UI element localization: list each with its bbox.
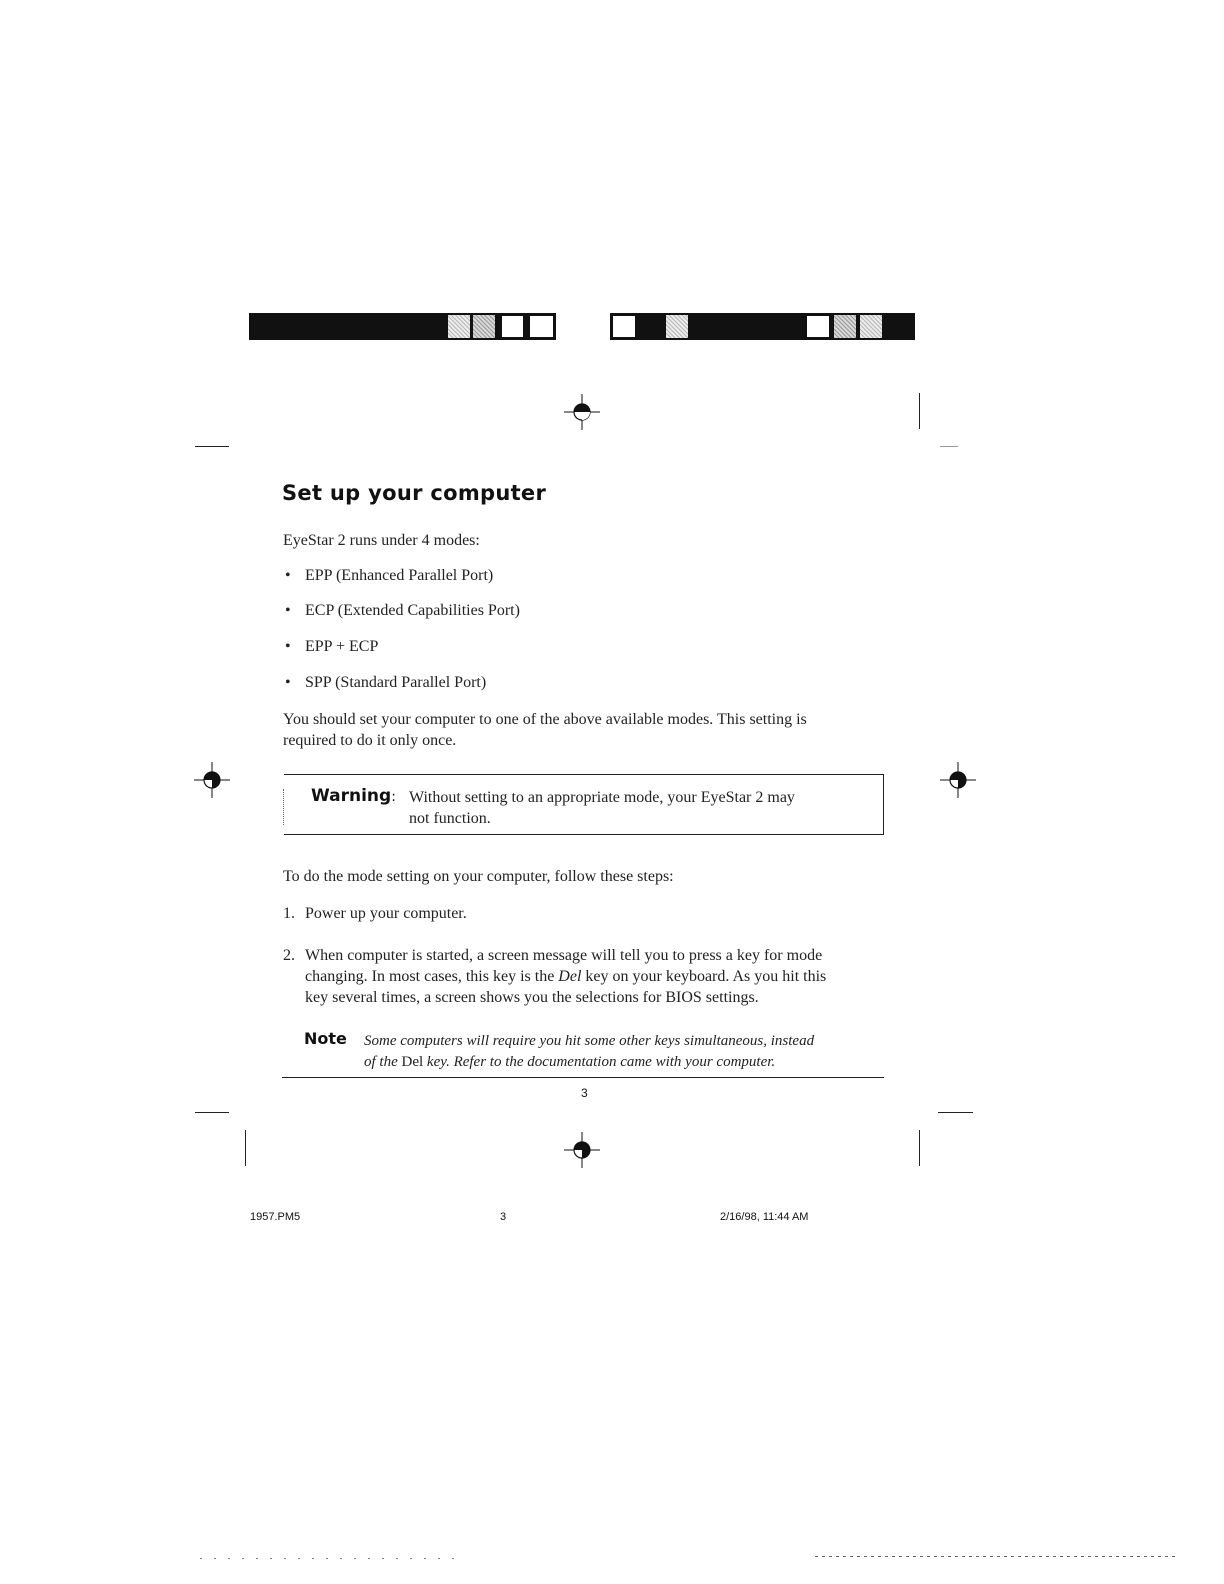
modes-intro: EyeStar 2 runs under 4 modes: [283, 532, 480, 549]
step-text [305, 945, 826, 1008]
steps-intro: To do the mode setting on your computer, follow these steps: [283, 868, 674, 885]
list-item [285, 565, 494, 586]
warning-text [409, 787, 795, 829]
crop-mark-top-left [195, 446, 229, 447]
del-key: Del [401, 1054, 424, 1070]
footer-file: 1957.PM5 [250, 1211, 301, 1223]
scan-noise-right [815, 1556, 1175, 1557]
note-line: of the Del key. Refer to the documentation came with your computer. [364, 1054, 776, 1070]
note-label: Note [304, 1029, 347, 1048]
mode-label: ECP (Extended Capabilities Port) [305, 602, 520, 619]
registration-mark-icon [194, 762, 230, 798]
step-line: changing. In most cases, this key is the Del key on your keyboard. As you hit this [305, 968, 827, 985]
warning-colon: : [391, 789, 396, 805]
warning-box-left-rule [283, 789, 285, 825]
color-bar-left-grey-2 [473, 315, 495, 338]
crop-mark-top-right-h [940, 446, 958, 447]
setting-paragraph [283, 709, 807, 751]
page-number: 3 [581, 1086, 588, 1100]
del-key: Del [558, 968, 582, 985]
color-bar-left-white-1 [500, 314, 525, 339]
step-line: When computer is started, a screen message will tell you to press a key for mode [305, 947, 823, 964]
warning-label: Warning: [311, 786, 396, 806]
step-text: Power up your computer. [305, 905, 467, 922]
setting-line: required to do it only once. [283, 732, 457, 749]
scan-noise-left [200, 1558, 460, 1559]
footer-timestamp: 2/16/98, 11:44 AM [720, 1211, 809, 1223]
color-bar-left-grey-1 [448, 315, 470, 338]
bullet-icon: • [285, 567, 291, 584]
step-item [283, 903, 467, 924]
color-bar-left-white-2 [528, 314, 555, 339]
registration-mark-icon [564, 1132, 600, 1168]
crop-mark-bottom-right-v [919, 1130, 920, 1166]
bullet-icon: • [285, 602, 291, 619]
bullet-icon: • [285, 674, 291, 691]
step-number: 1. [283, 905, 295, 922]
warning-line: not function. [409, 810, 491, 827]
step-line: key several times, a screen shows you the selections for BIOS settings. [305, 989, 759, 1006]
warning-box [284, 774, 884, 835]
mode-label: EPP (Enhanced Parallel Port) [305, 567, 494, 584]
page-title: Set up your computer [282, 481, 547, 505]
footer-page: 3 [500, 1211, 507, 1223]
color-bar-right-grey-2 [834, 315, 856, 338]
registration-mark-icon [564, 394, 600, 430]
color-bar-right-grey-3 [860, 315, 882, 338]
color-bar-right-white-2 [805, 314, 831, 339]
crop-mark-bottom-right-h [938, 1112, 973, 1113]
setting-line: You should set your computer to one of the above available modes. This setting is [283, 711, 807, 728]
list-item [285, 636, 379, 657]
page-bottom-rule [282, 1077, 884, 1078]
warning-line: Without setting to an appropriate mode, your EyeStar 2 may [409, 789, 795, 806]
crop-mark-top-right-v [919, 393, 920, 429]
mode-label: EPP + ECP [305, 638, 379, 655]
crop-mark-bottom-left-v [245, 1130, 246, 1166]
step-number: 2. [283, 947, 295, 964]
crop-mark-bottom-left-h [195, 1112, 229, 1113]
step-item [283, 945, 827, 1006]
color-bar-right-grey-1 [666, 315, 688, 338]
color-bar-right-white-1 [611, 314, 637, 339]
mode-label: SPP (Standard Parallel Port) [305, 674, 487, 691]
list-item [285, 672, 487, 693]
note-line: Some computers will require you hit some other keys simultaneous, instead [364, 1033, 815, 1049]
registration-mark-icon [940, 762, 976, 798]
bullet-icon: • [285, 638, 291, 655]
list-item [285, 600, 520, 621]
note-text [364, 1031, 814, 1073]
